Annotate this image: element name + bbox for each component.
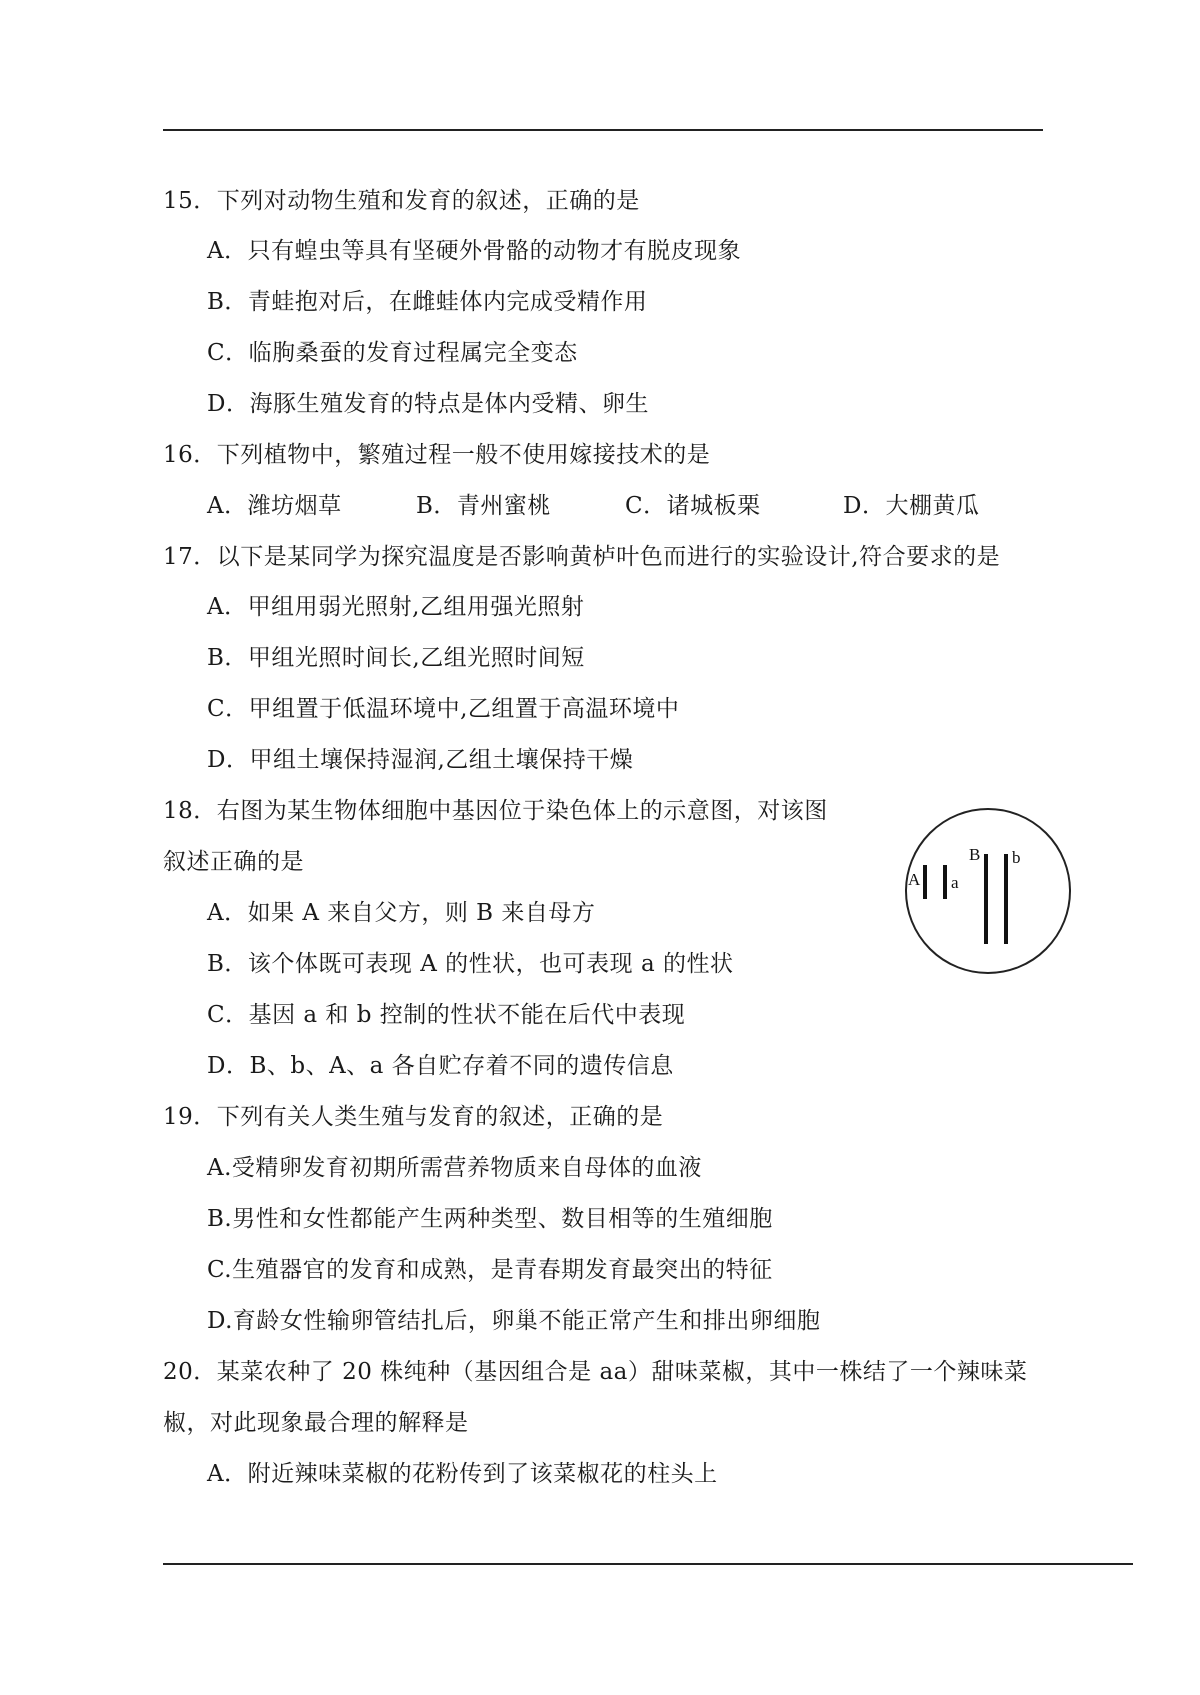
question-18-option-b[interactable]: B．该个体既可表现 A 的性状，也可表现 a 的性状 — [207, 951, 734, 977]
question-19-stem: 19．下列有关人类生殖与发育的叙述，正确的是 — [163, 1104, 664, 1130]
question-16-option-d[interactable]: D．大棚黄瓜 — [843, 493, 980, 519]
question-15-option-c[interactable]: C．临朐桑蚕的发育过程属完全变态 — [207, 340, 578, 366]
question-15-option-b[interactable]: B．青蛙抱对后，在雌蛙体内完成受精作用 — [207, 289, 648, 315]
question-15-option-a[interactable]: A．只有蝗虫等具有坚硬外骨骼的动物才有脱皮现象 — [207, 238, 742, 264]
header-rule — [163, 129, 1043, 131]
gene-label-b: b — [1012, 848, 1021, 867]
question-15-option-d[interactable]: D．海豚生殖发育的特点是体内受精、卵生 — [207, 391, 649, 417]
question-17-stem: 17．以下是某同学为探究温度是否影响黄栌叶色而进行的实验设计,符合要求的是 — [163, 544, 1001, 570]
gene-label-B: B — [969, 845, 981, 864]
question-20-option-a[interactable]: A．附近辣味菜椒的花粉传到了该菜椒花的柱头上 — [207, 1461, 718, 1487]
question-17-option-a[interactable]: A．甲组用弱光照射,乙组用强光照射 — [207, 594, 585, 620]
question-17-option-c[interactable]: C．甲组置于低温环境中,乙组置于高温环境中 — [207, 696, 680, 722]
footer-rule — [163, 1563, 1133, 1565]
question-16-option-a[interactable]: A．潍坊烟草 — [207, 493, 342, 519]
question-19-option-d[interactable]: D.育龄女性输卵管结扎后，卵巢不能正常产生和排出卵细胞 — [207, 1308, 821, 1334]
chromosome-diagram — [888, 806, 1088, 976]
question-20-stem-line1: 20．某菜农种了 20 株纯种（基因组合是 aa）甜味菜椒，其中一株结了一个辣味菜 — [163, 1359, 1028, 1385]
question-17-option-b[interactable]: B．甲组光照时间长,乙组光照时间短 — [207, 645, 585, 671]
question-16-option-c[interactable]: C．诸城板栗 — [625, 493, 761, 519]
question-18-stem-line2: 叙述正确的是 — [163, 849, 304, 875]
question-19-option-b[interactable]: B.男性和女性都能产生两种类型、数目相等的生殖细胞 — [207, 1206, 773, 1232]
question-20-stem-line2: 椒，对此现象最合理的解释是 — [163, 1410, 469, 1436]
question-19-option-a[interactable]: A.受精卵发育初期所需营养物质来自母体的血液 — [207, 1155, 702, 1181]
question-18-option-a[interactable]: A．如果 A 来自父方，则 B 来自母方 — [207, 900, 596, 926]
question-17-option-d[interactable]: D．甲组土壤保持湿润,乙组土壤保持干燥 — [207, 747, 634, 773]
gene-label-A: A — [908, 870, 921, 889]
gene-label-a: a — [951, 873, 959, 892]
question-15-stem: 15．下列对动物生殖和发育的叙述，正确的是 — [163, 188, 640, 214]
question-18-option-c[interactable]: C．基因 a 和 b 控制的性状不能在后代中表现 — [207, 1002, 686, 1028]
question-16-option-b[interactable]: B．青州蜜桃 — [416, 493, 551, 519]
question-16-stem: 16．下列植物中，繁殖过程一般不使用嫁接技术的是 — [163, 442, 711, 468]
question-18-option-d[interactable]: D．B、b、A、a 各自贮存着不同的遗传信息 — [207, 1053, 674, 1079]
question-19-option-c[interactable]: C.生殖器官的发育和成熟，是青春期发育最突出的特征 — [207, 1257, 773, 1283]
question-18-stem-line1: 18．右图为某生物体细胞中基因位于染色体上的示意图，对该图 — [163, 798, 828, 824]
question-16-options — [207, 491, 1107, 521]
